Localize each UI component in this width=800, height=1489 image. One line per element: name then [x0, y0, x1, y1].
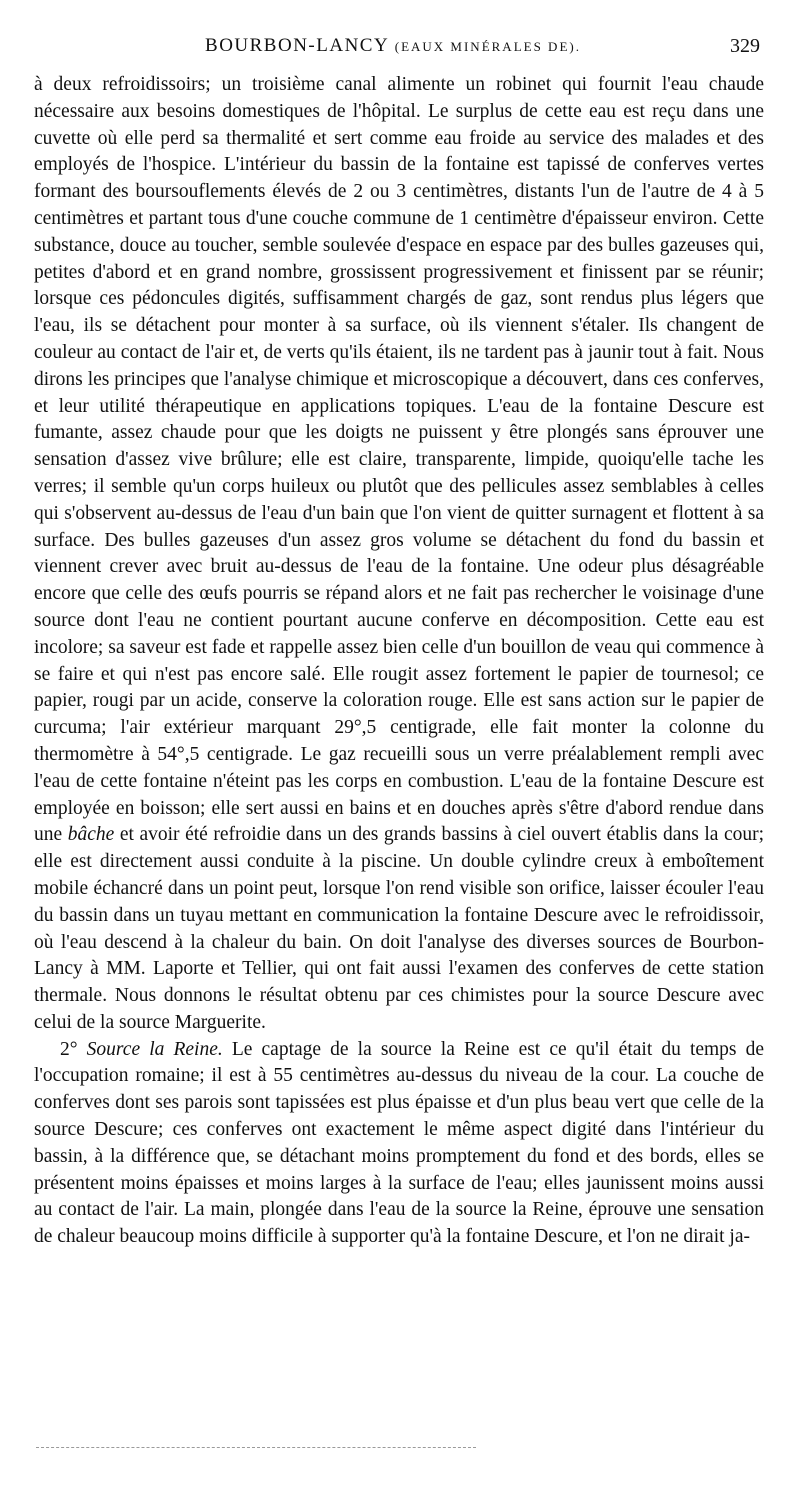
section-title: Source la Reine.	[86, 1038, 223, 1060]
paragraph-descure-text: à deux refroidissoirs; un troisième canal alimente un robinet qui fournit l'eau chaude nécessaire aux besoins domestiques de l'hôpital. Le surplus de cette eau est reçu dans une cuvette où elle perd sa thermalité et sert comme eau froide au service des malades et des employés de l'hospice. L'intérieur du bassin de la fontaine est tapissé de conferves vertes formant des boursouflements élevés de 2 ou 3 centimètres, distants l'un de l'autre de 4 à 5 centimètres et partant tous d'une couche commune de 1 centimètre d'épaisseur environ. Cette substance, douce au toucher, semble soulevée d'espace en espace par des bulles gazeuses qui, petites d'abord et en grand nombre, grossissent progressivement et finissent par se réunir; lorsque ces pédoncules digités, suffisamment chargés de gaz, sont rendus plus légers que l'eau, ils se détachent pour monter à sa surface, où ils viennent s'étaler. Ils changent de couleur au contact de l'air et, de verts qu'ils étaient, ils ne tardent pas à jaunir tout à fait. Nous dirons les principes que l'analyse chimique et microscopique a découvert, dans ces conferves, et leur utilité thérapeutique en applications topiques. L'eau de la fontaine Descure est fumante, assez chaude pour que les doigts ne puissent y être plongés sans éprouver une sensation d'assez vive brûlure; elle est claire, transparente, limpide, quoiqu'elle tache les verres; il semble qu'un corps huileux ou plutôt que des pellicules assez semblables à celles qui s'observent au-dessus de l'eau d'un bain que l'on vient de quitter surnagent et flottent à sa surface. Des bulles gazeuses d'un assez gros volume se détachent du fond du bassin et viennent crever avec bruit au-dessus de l'eau de la fontaine. Une odeur plus désagréable encore que celle des œufs pourris se répand alors et ne fait pas rechercher le voisinage d'une source dont l'eau ne contient pourtant aucune conferve en décomposition. Cette eau est incolore; sa saveur est fade et rappelle assez bien celle d'un bouillon de veau qui commence à se faire et qui n'est pas encore salé. Elle rougit assez fortement le papier de tournesol; ce papier, rougi par un acide, conserve la coloration rouge. Elle est sans action sur le papier de curcuma; l'air extérieur marquant 29°,5 centigrade, elle fait monter la colonne du thermomètre à 54°,5 centigrade. Le gaz recueilli sous un verre préalablement rempli avec l'eau de cette fontaine n'éteint pas les corps en combustion. L'eau de la fontaine Descure est employée en boisson; elle sert aussi en bains et en douches après s'être d'abord rendue dans une	[34, 74, 764, 846]
footer-rule	[36, 1447, 476, 1448]
body-text	[34, 72, 764, 1251]
paragraph-descure-continued: et avoir été refroidie dans un des grands bassins à ciel ouvert établis dans la cour; elle est directement aussi conduite à la piscine. Un double cylindre creux à emboîtement mobile échancré dans un point peut, lorsque l'on rend visible son orifice, laisser écouler l'eau du bassin dans un tuyau mettant en communication la fontaine Descure avec le refroidissoir, où l'eau descend à la chaleur du bain. On doit l'analyse des diverses sources de Bourbon-Lancy à MM. Laporte et Tellier, qui ont fait aussi l'examen des conferves de cette station thermale. Nous donnons le résultat obtenu par ces chimistes pour la source Descure avec celui de la source Marguerite.	[34, 824, 765, 1033]
running-title	[36, 35, 710, 57]
section-number: 2°	[60, 1038, 78, 1060]
paragraph-descure	[34, 72, 764, 1037]
running-header	[36, 28, 760, 64]
paragraph-source-la-reine-text: Le captage de la source la Reine est ce qu'il était du temps de l'occupation romaine; il est à 55 centimètres au-dessus du niveau de la cour. La couche de conferves dont ses parois sont tapissées est plus épaisse et d'un plus beau vert que celle de la source Descure; ces conferves ont exactement le même aspect digité dans l'intérieur du bassin, à la différence que, se détachant moins promptement du fond et des bords, elles se présentent moins épaisses et moins larges à la surface de l'eau; elles jaunissent moins aussi au contact de l'air. La main, plongée dans l'eau de la source la Reine, éprouve une sensation de chaleur beaucoup moins difficile à supporter qu'à la fontaine Descure, et l'on ne dirait ja-	[34, 1038, 765, 1248]
running-title-subtitle: (EAUX MINÉRALES DE).	[394, 39, 581, 54]
running-title-main: BOURBON-LANCY	[205, 35, 389, 56]
paragraph-source-la-reine	[34, 1037, 764, 1251]
page-number: 329	[730, 34, 760, 57]
bache-italic-word: bâche	[67, 824, 115, 846]
